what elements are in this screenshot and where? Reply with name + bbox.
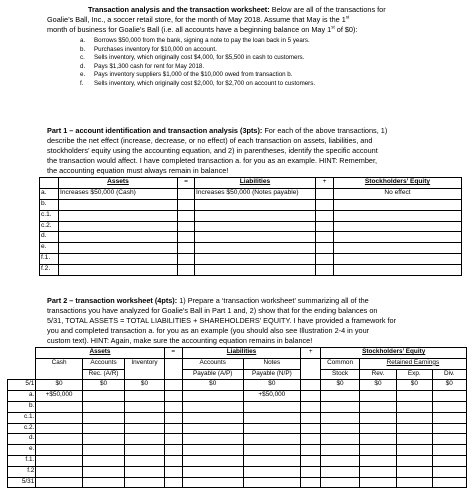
part2-line-1	[47, 296, 369, 306]
part1-equity-cell[interactable]	[334, 199, 462, 210]
part1-liabilities-cell[interactable]	[195, 210, 316, 221]
transaction-text: Sells inventory, which originally cost $2,000, for $2,700 on account to customers.	[94, 80, 316, 87]
part2-cash-cell[interactable]	[36, 477, 83, 488]
part2-cs-cell[interactable]	[321, 445, 359, 456]
part2-np-cell[interactable]	[243, 401, 301, 412]
part2-col-inventory: Inventory	[125, 358, 164, 380]
part1-assets-cell[interactable]	[59, 221, 178, 232]
part2-rev-cell[interactable]	[359, 455, 396, 466]
part2-heading: Part 2 – transaction worksheet (4pts):	[47, 296, 178, 305]
part2-exp-cell[interactable]	[397, 434, 432, 445]
transaction-letter: c.	[80, 54, 85, 62]
part1-eq-cell	[178, 243, 195, 254]
intro-line-3-end: of $0):	[334, 25, 358, 34]
part1-assets-cell[interactable]	[59, 243, 178, 254]
part2-row-label: f.2	[8, 466, 36, 477]
part2-div-cell[interactable]	[432, 477, 466, 488]
part2-cs-cell[interactable]	[321, 423, 359, 434]
part2-col-ar-1: Accounts	[82, 358, 124, 369]
part2-gap-cell	[301, 445, 321, 456]
part2-rev-cell[interactable]	[359, 445, 396, 456]
part1-text-0: For each of the above transactions, 1)	[264, 126, 388, 135]
part1-row	[40, 254, 462, 265]
part2-worksheet-table	[7, 347, 467, 488]
part2-gap-cell	[301, 455, 321, 466]
part2-gap-cell	[301, 423, 321, 434]
part2-ap-cell[interactable]	[182, 412, 243, 423]
part1-eq-cell	[178, 254, 195, 265]
part1-row-label: a.	[40, 188, 59, 199]
part2-col-np-2: Payable (N/P)	[243, 369, 301, 380]
part2-row	[8, 401, 467, 412]
part2-row-label: 5/1	[8, 380, 36, 391]
part2-div-cell[interactable]	[432, 455, 466, 466]
part2-rev-cell[interactable]	[359, 423, 396, 434]
part1-liabilities-cell[interactable]	[195, 254, 316, 265]
transaction-letter: d.	[80, 62, 86, 70]
part2-gap-cell	[164, 391, 182, 402]
part1-plus-cell	[316, 199, 334, 210]
intro-line-2-text: Goalie’s Ball, Inc., a soccer retail store, for the month of May 2018. Assume that May is the 1	[47, 15, 346, 24]
part2-div-cell[interactable]: $0	[432, 380, 466, 391]
part1-row-label: b.	[40, 199, 59, 210]
part1-table-body	[40, 188, 462, 275]
part1-row-label: d.	[40, 232, 59, 243]
part1-liabilities-cell[interactable]: Increases $50,000 (Notes payable)	[195, 188, 316, 199]
part2-exp-cell[interactable]	[397, 401, 432, 412]
part1-eq-cell	[178, 188, 195, 199]
part2-text-2: 5/31, TOTAL ASSETS = TOTAL LIABILITIES + SHAREHOLDERS’ EQUITY. I have provided a framework for	[47, 316, 397, 325]
part1-eq-cell	[178, 265, 195, 276]
part1-row	[40, 188, 462, 199]
part2-ar-cell[interactable]	[82, 445, 124, 456]
part2-rev-cell[interactable]	[359, 434, 396, 445]
part2-ar-cell[interactable]	[82, 423, 124, 434]
part2-gap-cell	[164, 434, 182, 445]
part2-np-cell[interactable]	[243, 445, 301, 456]
part2-div-cell[interactable]	[432, 434, 466, 445]
intro-line-3-sup: st	[331, 24, 335, 30]
part1-plus-cell	[316, 210, 334, 221]
part2-row	[8, 391, 467, 402]
part2-exp-cell[interactable]	[397, 466, 432, 477]
part1-table	[39, 177, 462, 276]
part2-ar-cell[interactable]: $0	[82, 380, 124, 391]
part1-text-2: stockholders’ equity using the accounting equation, and 2) in parentheses, identify the specific account	[47, 146, 378, 155]
part2-text-1: transactions you have analyzed for Goalie’s Ball in Part 1 and, 2) show that for the ending balances on	[47, 306, 378, 315]
intro-line-1	[88, 5, 386, 15]
part2-col-cash: Cash	[36, 358, 83, 380]
part2-text-0: 1) Prepare a ‘transaction worksheet’ summarizing all of the	[179, 296, 369, 305]
part2-col-ap-1: Accounts	[182, 358, 243, 369]
part2-ap-cell[interactable]	[182, 401, 243, 412]
part2-col-cs-2: Stock	[321, 369, 359, 380]
part2-col-blank	[8, 358, 36, 369]
part1-eq-cell	[178, 210, 195, 221]
part2-cash-cell[interactable]	[36, 401, 83, 412]
part1-plus-cell	[316, 221, 334, 232]
part2-gap-cell	[301, 466, 321, 477]
part2-inventory-cell[interactable]	[125, 466, 164, 477]
part1-liabilities-cell[interactable]	[195, 232, 316, 243]
part2-np-cell[interactable]	[243, 466, 301, 477]
part2-exp-cell[interactable]	[397, 455, 432, 466]
part2-exp-cell[interactable]	[397, 412, 432, 423]
part2-gap-cell	[164, 412, 182, 423]
part2-ar-cell[interactable]	[82, 412, 124, 423]
part2-inventory-cell[interactable]	[125, 455, 164, 466]
transaction-letter: b.	[80, 45, 86, 53]
part1-equity-cell[interactable]: No effect	[334, 188, 462, 199]
part2-col-div: Div.	[432, 369, 466, 380]
intro-line-3	[47, 25, 357, 35]
part2-cs-cell[interactable]	[321, 412, 359, 423]
part2-row-label: a.	[8, 391, 36, 402]
part2-row	[8, 434, 467, 445]
part2-row-label: f.1.	[8, 455, 36, 466]
part2-gap-cell	[164, 477, 182, 488]
part1-liabilities-cell[interactable]	[195, 221, 316, 232]
part1-assets-cell[interactable]	[59, 265, 178, 276]
part2-row-label: b.	[8, 401, 36, 412]
part2-cash-cell[interactable]	[36, 423, 83, 434]
part2-ar-cell[interactable]	[82, 477, 124, 488]
part2-rev-cell[interactable]	[359, 477, 396, 488]
part2-cs-cell[interactable]	[321, 391, 359, 402]
part1-row-label: f.1.	[40, 254, 59, 265]
part1-row	[40, 243, 462, 254]
part2-gap-cell	[164, 455, 182, 466]
part2-exp-cell[interactable]	[397, 445, 432, 456]
part1-eq-cell	[178, 199, 195, 210]
part2-gap-cell	[164, 423, 182, 434]
part1-row	[40, 265, 462, 276]
part1-text-3: the transaction would affect. I have completed transaction a. for you as an example. HINT: Remember,	[47, 156, 378, 165]
part1-equity-cell[interactable]	[334, 243, 462, 254]
part2-group-liabilities: Liabilities	[182, 348, 300, 359]
part2-inventory-cell[interactable]	[125, 445, 164, 456]
part1-text-4: the accounting equation must always remain in balance!	[47, 166, 229, 175]
part2-col-ap-2: Payable (A/P)	[182, 369, 243, 380]
part2-ar-cell[interactable]	[82, 391, 124, 402]
part2-exp-cell[interactable]: $0	[397, 380, 432, 391]
part2-row	[8, 477, 467, 488]
part2-np-cell[interactable]: $0	[243, 380, 301, 391]
part2-gap-cell	[301, 477, 321, 488]
part1-equity-cell[interactable]	[334, 210, 462, 221]
part2-inventory-cell[interactable]: $0	[125, 380, 164, 391]
part2-np-cell[interactable]	[243, 434, 301, 445]
transaction-letter: e.	[80, 71, 86, 79]
part2-inventory-cell[interactable]	[125, 401, 164, 412]
part2-div-cell[interactable]	[432, 423, 466, 434]
part1-equity-cell[interactable]	[334, 254, 462, 265]
part2-table-body	[8, 380, 467, 488]
transaction-letter: f.	[80, 80, 84, 87]
part2-gap-cell	[164, 380, 182, 391]
part1-assets-cell[interactable]: Increases $50,000 (Cash)	[59, 188, 178, 199]
part2-corner	[8, 348, 36, 359]
part2-gap-cell	[301, 391, 321, 402]
part2-row-label: e.	[8, 445, 36, 456]
part2-cash-cell[interactable]	[36, 455, 83, 466]
part2-col-gap-1	[164, 358, 182, 380]
part2-gap-cell	[301, 380, 321, 391]
part2-cs-cell[interactable]	[321, 455, 359, 466]
part1-row-label: c.1.	[40, 210, 59, 221]
part1-equity-cell[interactable]	[334, 232, 462, 243]
transaction-text: Pays inventory suppliers $1,000 of the $10,000 owed from transaction b.	[94, 71, 293, 79]
part2-inventory-cell[interactable]	[125, 434, 164, 445]
transaction-letter: a.	[80, 37, 86, 44]
part1-row	[40, 232, 462, 243]
part2-exp-cell[interactable]	[397, 477, 432, 488]
part1-heading: Part 1 – account identification and transaction analysis (3pts):	[47, 126, 263, 135]
part2-np-cell[interactable]	[243, 412, 301, 423]
part2-col-cs-1: Common	[321, 358, 359, 369]
part2-ar-cell[interactable]	[82, 455, 124, 466]
part2-row	[8, 445, 467, 456]
part2-cs-cell[interactable]	[321, 466, 359, 477]
part2-text-3: you and completed transaction a. for you as an example (you should also see Illustration 2-4 in your	[47, 326, 370, 335]
part2-cash-cell[interactable]: +$50,000	[36, 391, 83, 402]
part2-group-assets: Assets	[36, 348, 164, 359]
part1-header-eq: =	[178, 178, 195, 189]
part1-header-plus: +	[316, 178, 334, 189]
part2-np-cell[interactable]: +$50,000	[243, 391, 301, 402]
part2-gap-cell	[301, 412, 321, 423]
part2-cash-cell[interactable]	[36, 434, 83, 445]
part1-eq-cell	[178, 221, 195, 232]
intro-line-2	[47, 15, 349, 25]
part2-gap-cell	[301, 434, 321, 445]
part2-gap-cell	[301, 401, 321, 412]
part2-row-label: c.1.	[8, 412, 36, 423]
part1-assets-cell[interactable]	[59, 254, 178, 265]
part2-cs-cell[interactable]	[321, 477, 359, 488]
part1-header-row	[40, 178, 462, 189]
part2-row	[8, 466, 467, 477]
part2-row	[8, 412, 467, 423]
part2-cash-cell[interactable]	[36, 466, 83, 477]
part2-group-eq: =	[164, 348, 182, 359]
part2-group-row	[8, 348, 467, 359]
part2-exp-cell[interactable]	[397, 391, 432, 402]
part2-ap-cell[interactable]	[182, 477, 243, 488]
transaction-text: Borrows $50,000 from the bank, signing a note to pay the loan back in 5 years.	[94, 37, 310, 44]
part2-col-rev: Rev.	[359, 369, 396, 380]
part2-col-gap-2	[301, 358, 321, 380]
part1-equity-cell[interactable]	[334, 221, 462, 232]
part2-rev-cell[interactable]	[359, 401, 396, 412]
part2-col-exp: Exp.	[397, 369, 432, 380]
part2-gap-cell	[164, 401, 182, 412]
part2-np-cell[interactable]	[243, 423, 301, 434]
part2-inventory-cell[interactable]	[125, 412, 164, 423]
part1-liabilities-cell[interactable]	[195, 199, 316, 210]
part1-plus-cell	[316, 254, 334, 265]
part2-group-equity: Stockholders’ Equity	[321, 348, 467, 359]
part1-row	[40, 221, 462, 232]
part2-div-cell[interactable]	[432, 412, 466, 423]
part2-ap-cell[interactable]: $0	[182, 380, 243, 391]
part2-header	[8, 348, 467, 380]
intro-heading: Transaction analysis and the transaction worksheet:	[88, 5, 270, 14]
part2-cs-cell[interactable]: $0	[321, 380, 359, 391]
part2-ar-cell[interactable]	[82, 401, 124, 412]
part1-assets-cell[interactable]	[59, 210, 178, 221]
part2-row-label: c.2.	[8, 423, 36, 434]
part2-gap-cell	[164, 445, 182, 456]
part2-ap-cell[interactable]	[182, 455, 243, 466]
intro-line-1-text: Below are all of the transactions for	[271, 5, 386, 14]
part2-div-cell[interactable]	[432, 391, 466, 402]
part1-plus-cell	[316, 243, 334, 254]
part1-plus-cell	[316, 265, 334, 276]
part1-line-1	[47, 126, 387, 136]
part1-row-label: c.2.	[40, 221, 59, 232]
part1-header-assets: Assets	[59, 178, 178, 189]
part2-np-cell[interactable]	[243, 455, 301, 466]
part1-equity-cell[interactable]	[334, 265, 462, 276]
part1-row-label: f.2.	[40, 265, 59, 276]
part2-cs-cell[interactable]	[321, 401, 359, 412]
part2-rev-cell[interactable]: $0	[359, 380, 396, 391]
part2-div-cell[interactable]	[432, 401, 466, 412]
part2-inventory-cell[interactable]	[125, 477, 164, 488]
part2-cash-cell[interactable]: $0	[36, 380, 83, 391]
part2-inventory-cell[interactable]	[125, 423, 164, 434]
part2-row	[8, 423, 467, 434]
part2-ap-cell[interactable]	[182, 466, 243, 477]
transaction-text: Pays $1,300 cash for rent for May 2018.	[94, 62, 205, 70]
part1-header-equity: Stockholders’ Equity	[334, 178, 462, 189]
part2-rev-cell[interactable]	[359, 391, 396, 402]
part1-header-liabilities: Liabilities	[195, 178, 316, 189]
part2-np-cell[interactable]	[243, 477, 301, 488]
part2-column-row-1	[8, 358, 467, 369]
part2-div-cell[interactable]	[432, 466, 466, 477]
part1-plus-cell	[316, 232, 334, 243]
transaction-text: Purchases inventory for $10,000 on account.	[94, 45, 217, 53]
part2-cash-cell[interactable]	[36, 445, 83, 456]
part1-text-1: describe the net effect (increase, decrease, or no effect) of each transaction on assets, liabilities, and	[47, 136, 373, 145]
part2-rev-cell[interactable]	[359, 466, 396, 477]
part2-col-ar-2: Rec. (A/R)	[82, 369, 124, 380]
part2-inventory-cell[interactable]	[125, 391, 164, 402]
part2-rev-cell[interactable]	[359, 412, 396, 423]
part1-row-label: e.	[40, 243, 59, 254]
part2-div-cell[interactable]	[432, 445, 466, 456]
part1-row	[40, 210, 462, 221]
part2-ap-cell[interactable]	[182, 445, 243, 456]
part2-gap-cell	[164, 466, 182, 477]
part1-header-label	[40, 178, 59, 189]
part2-exp-cell[interactable]	[397, 423, 432, 434]
part1-liabilities-cell[interactable]	[195, 243, 316, 254]
part2-cs-cell[interactable]	[321, 434, 359, 445]
part2-cash-cell[interactable]	[36, 412, 83, 423]
part2-text-4: custom text). HINT: Again, make sure the accounting equation remains in balance!	[47, 336, 313, 345]
part1-eq-cell	[178, 232, 195, 243]
part2-row-label: d.	[8, 434, 36, 445]
part2-group-plus: +	[301, 348, 321, 359]
part2-ap-cell[interactable]	[182, 391, 243, 402]
part2-ar-cell[interactable]	[82, 434, 124, 445]
part2-col-blank-2	[8, 369, 36, 380]
transaction-text: Sells inventory, which originally cost $4,000, for $5,500 in cash to customers.	[94, 54, 305, 62]
part2-row	[8, 380, 467, 391]
part2-row	[8, 455, 467, 466]
part1-assets-cell[interactable]	[59, 199, 178, 210]
part2-col-retained: Retained Earnings	[359, 358, 466, 369]
part2-ap-cell[interactable]	[182, 434, 243, 445]
part1-row	[40, 199, 462, 210]
part2-row-label: 5/31	[8, 477, 36, 488]
intro-line-2-sup: st	[345, 14, 350, 20]
part1-assets-cell[interactable]	[59, 232, 178, 243]
part1-plus-cell	[316, 188, 334, 199]
part1-liabilities-cell[interactable]	[195, 265, 316, 276]
part2-ap-cell[interactable]	[182, 423, 243, 434]
part2-ar-cell[interactable]	[82, 466, 124, 477]
part2-col-np-1: Notes	[243, 358, 301, 369]
intro-line-3-text: month of business for Goalie’s Ball (i.e. all accounts have a beginning balance on May 1	[47, 25, 332, 34]
